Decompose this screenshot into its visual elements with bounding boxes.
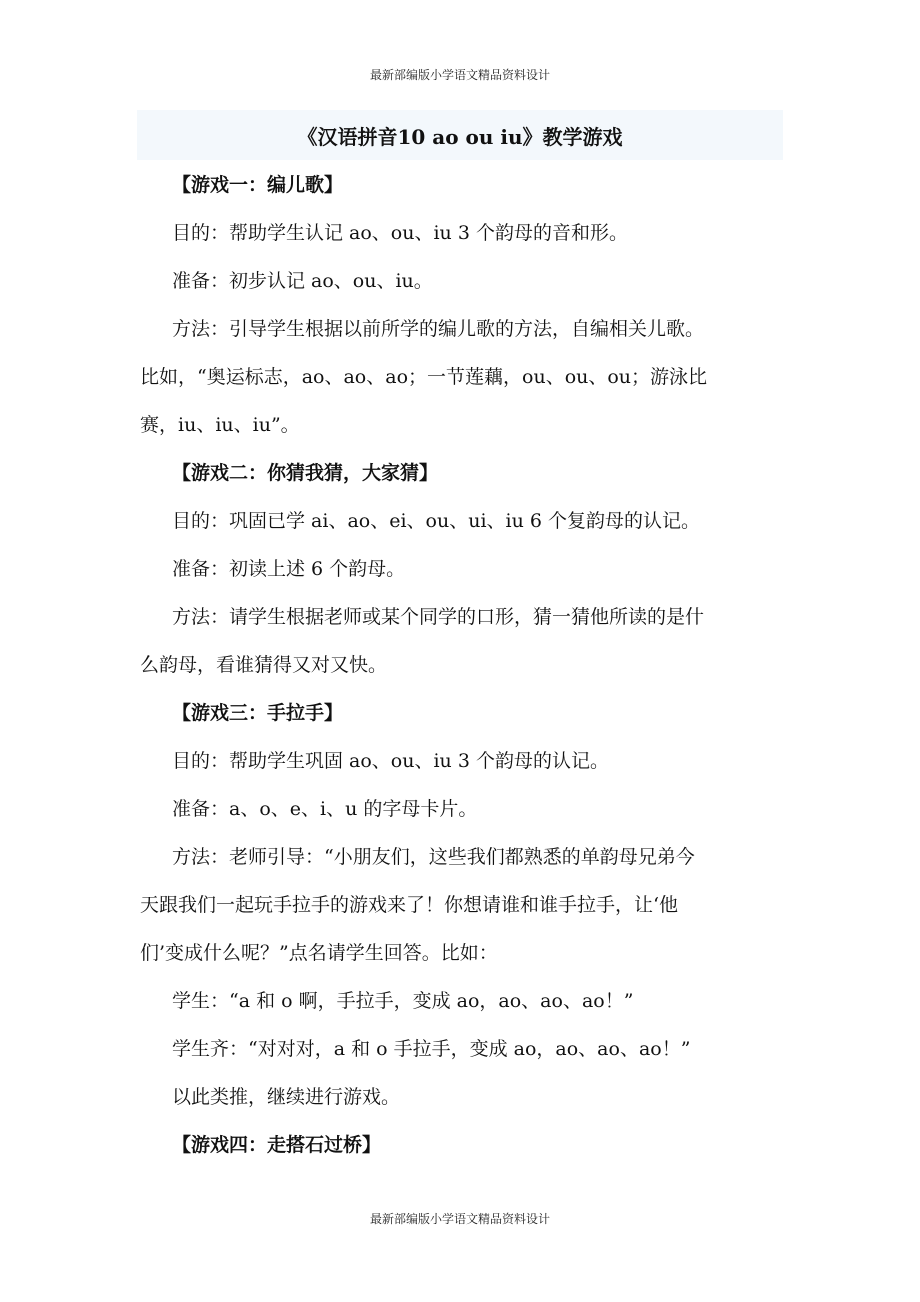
paragraph-line: 们’变成什么呢？”点名请学生回答。比如：: [140, 942, 498, 964]
paragraph-line: 学生：“a 和 o 啊，手拉手，变成 ao，ao、ao、ao！”: [172, 990, 634, 1012]
paragraph-line: 以此类推，继续进行游戏。: [172, 1086, 401, 1108]
page-header: 最新部编版小学语文精品资料设计: [369, 68, 550, 82]
document-body: [140, 161, 790, 1169]
paragraph-line: 准备：初读上述 6 个韵母。: [172, 558, 406, 580]
section-heading: 【游戏二：你猜我猜，大家猜】: [172, 462, 439, 484]
paragraph-line: 方法：请学生根据老师或某个同学的口形，猜一猜他所读的是什: [172, 606, 705, 628]
paragraph-line: 方法：引导学生根据以前所学的编儿歌的方法，自编相关儿歌。: [172, 318, 705, 340]
paragraph-line: 目的：帮助学生认记 ao、ou、iu 3 个韵母的音和形。: [172, 222, 628, 244]
document-title: 《汉语拼音10 ao ou iu》教学游戏: [297, 124, 623, 149]
title-band: [137, 110, 783, 160]
paragraph-line: 目的：帮助学生巩固 ao、ou、iu 3 个韵母的认记。: [172, 750, 609, 772]
paragraph-line: 比如，“奥运标志，ao、ao、ao；一节莲藕，ou、ou、ou；游泳比: [140, 366, 708, 388]
paragraph-line: 天跟我们一起玩手拉手的游戏来了！你想请谁和谁手拉手，让‘他: [140, 894, 679, 916]
section-heading: 【游戏一：编儿歌】: [172, 174, 344, 196]
paragraph-line: 目的：巩固已学 ai、ao、ei、ou、ui、iu 6 个复韵母的认记。: [172, 510, 701, 532]
paragraph-line: 么韵母，看谁猜得又对又快。: [140, 654, 388, 676]
paragraph-line: 准备：初步认记 ao、ou、iu。: [172, 270, 433, 292]
page-footer: 最新部编版小学语文精品资料设计: [369, 1212, 550, 1226]
paragraph-line: 方法：老师引导：“小朋友们，这些我们都熟悉的单韵母兄弟今: [172, 846, 695, 868]
paragraph-line: 准备：a、o、e、i、u 的字母卡片。: [172, 798, 478, 820]
section-heading: 【游戏四：走搭石过桥】: [172, 1134, 382, 1156]
paragraph-line: 学生齐：“对对对，a 和 o 手拉手，变成 ao，ao、ao、ao！”: [172, 1038, 691, 1060]
paragraph-line: 赛，iu、iu、iu”。: [140, 414, 300, 436]
section-heading: 【游戏三：手拉手】: [172, 702, 344, 724]
